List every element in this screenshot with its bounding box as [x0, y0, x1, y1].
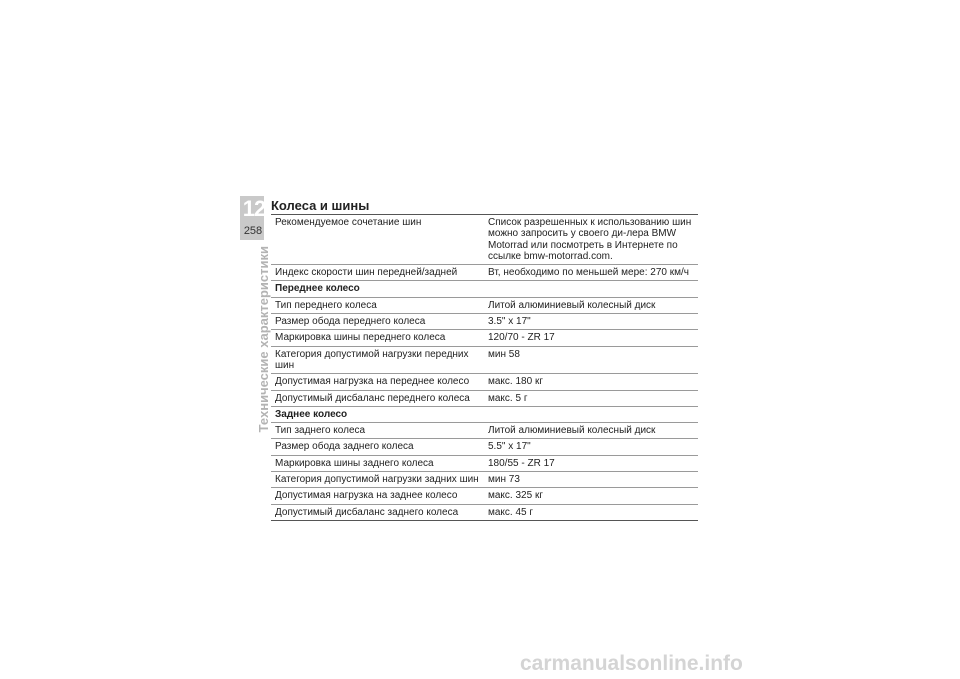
row-label: Размер обода заднего колеса — [271, 439, 484, 455]
specs-table — [271, 214, 698, 521]
row-value: Список разрешенных к использованию шин можно запросить у своего ди-лера BMW Motorrad или посмотреть в Интернете по ссылке bmw-motorrad.com. — [484, 215, 698, 265]
table-row — [271, 265, 698, 281]
row-label: Допустимый дисбаланс заднего колеса — [271, 504, 484, 520]
row-value: Литой алюминиевый колесный диск — [484, 297, 698, 313]
row-label: Допустимая нагрузка на переднее колесо — [271, 374, 484, 390]
table-row — [271, 314, 698, 330]
row-value: макс. 180 кг — [484, 374, 698, 390]
row-label: Рекомендуемое сочетание шин — [271, 215, 484, 265]
row-label: Допустимая нагрузка на заднее колесо — [271, 488, 484, 504]
row-label: Допустимый дисбаланс переднего колеса — [271, 390, 484, 406]
row-value: макс. 325 кг — [484, 488, 698, 504]
row-value: Вт, необходимо по меньшей мере: 270 км/ч — [484, 265, 698, 281]
table-row — [271, 297, 698, 313]
row-label: Индекс скорости шин передней/задней — [271, 265, 484, 281]
front-heading: Переднее колесо — [271, 281, 698, 297]
table-row — [271, 374, 698, 390]
row-label: Категория допустимой нагрузки задних шин — [271, 472, 484, 488]
row-value: 5.5" x 17" — [484, 439, 698, 455]
table-row — [271, 504, 698, 520]
rear-heading: Заднее колесо — [271, 406, 698, 422]
row-value: 3.5" x 17" — [484, 314, 698, 330]
chapter-title-vertical: Технические характеристики — [256, 246, 271, 433]
table-row — [271, 346, 698, 374]
row-value: мин 58 — [484, 346, 698, 374]
row-value: 180/55 - ZR 17 — [484, 455, 698, 471]
watermark: carmanualsonline.info — [520, 652, 743, 675]
row-value: Литой алюминиевый колесный диск — [484, 423, 698, 439]
table-row — [271, 423, 698, 439]
table-row — [271, 390, 698, 406]
row-label: Маркировка шины заднего колеса — [271, 455, 484, 471]
table-row — [271, 455, 698, 471]
row-label: Маркировка шины переднего колеса — [271, 330, 484, 346]
table-row — [271, 488, 698, 504]
section-title: Колеса и шины — [271, 198, 370, 213]
row-label: Размер обода переднего колеса — [271, 314, 484, 330]
row-label: Категория допустимой нагрузки передних шин — [271, 346, 484, 374]
page-number: 258 — [243, 225, 263, 237]
row-value: макс. 5 г — [484, 390, 698, 406]
row-value: 120/70 - ZR 17 — [484, 330, 698, 346]
table-row — [271, 472, 698, 488]
table-row — [271, 330, 698, 346]
row-label: Тип переднего колеса — [271, 297, 484, 313]
group-heading-front — [271, 281, 698, 297]
row-label: Тип заднего колеса — [271, 423, 484, 439]
row-value: мин 73 — [484, 472, 698, 488]
row-value: макс. 45 г — [484, 504, 698, 520]
table-row — [271, 215, 698, 265]
group-heading-rear — [271, 406, 698, 422]
table-row — [271, 439, 698, 455]
chapter-number: 12 — [242, 196, 266, 221]
